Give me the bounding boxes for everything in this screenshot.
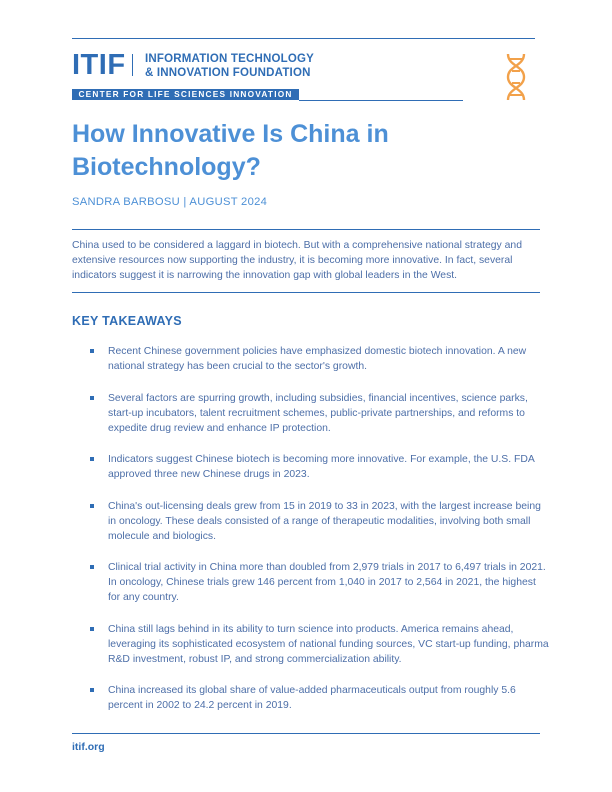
footer-url: itif.org	[72, 741, 105, 753]
square-bullet-icon	[90, 688, 94, 692]
takeaway-item	[90, 622, 550, 667]
organization-name-line-2: & INNOVATION FOUNDATION	[145, 67, 311, 79]
square-bullet-icon	[90, 349, 94, 353]
takeaway-item	[90, 452, 550, 482]
takeaway-text: Clinical trial activity in China more than doubled from 2,979 trials in 2017 to 6,497 trials in 2021. In oncology, Chinese trials grew 146 percent from 1,040 in 2017 to 2,564 in 2021, the highest for any country.	[108, 562, 546, 603]
square-bullet-icon	[90, 627, 94, 631]
organization-name	[145, 52, 314, 80]
logo-divider	[132, 54, 133, 76]
dna-helix-icon	[500, 52, 532, 102]
square-bullet-icon	[90, 504, 94, 508]
author-date-byline: SANDRA BARBOSU | AUGUST 2024	[72, 196, 268, 208]
center-name: CENTER FOR LIFE SCIENCES INNOVATION	[78, 89, 293, 99]
takeaway-text: China increased its global share of value-added pharmaceuticals output from roughly 5.6 percent in 2002 to 24.2 percent in 2019.	[108, 685, 516, 711]
takeaway-text: China still lags behind in its ability to turn science into products. America remains ahead, leveraging its sophisticated ecosystem of national funding sources, VC start-up funding, pharma R&D investment, robust IP, and strong commercialization ability.	[108, 623, 549, 665]
takeaway-text: Recent Chinese government policies have emphasized domestic biotech innovation. A new national strategy has been crucial to the sector's growth.	[108, 346, 527, 372]
intro-top-rule	[72, 229, 540, 230]
report-title: How Innovative Is China in Biotechnology?	[72, 120, 389, 181]
takeaway-text: China's out-licensing deals grew from 15 in 2019 to 33 in 2023, with the largest increase being in oncology. These deals consisted of a range of therapeutic modalities, involving both small molecule and biologics.	[108, 500, 541, 542]
center-banner-rule	[299, 100, 463, 101]
takeaway-item	[90, 344, 550, 374]
key-takeaways-list	[90, 344, 550, 730]
takeaway-text: Indicators suggest Chinese biotech is becoming more innovative. For example, the U.S. FDA approved three new Chinese drugs in 2023.	[108, 454, 535, 480]
square-bullet-icon	[90, 457, 94, 461]
key-takeaways-heading: KEY TAKEAWAYS	[72, 314, 182, 328]
itif-logo-mark: ITIF	[72, 49, 126, 81]
takeaway-item	[90, 499, 550, 544]
takeaway-item	[90, 560, 550, 605]
takeaway-text: Several factors are spurring growth, including subsidies, financial incentives, science parks, start-up incubators, talent recruitment schemes, public-private partnerships, and reforms to expedite drug review and enhance IP protection.	[108, 392, 528, 434]
intro-bottom-rule	[72, 292, 540, 293]
organization-name-line-1: INFORMATION TECHNOLOGY	[145, 53, 315, 65]
header-top-rule	[72, 38, 535, 39]
square-bullet-icon	[90, 565, 94, 569]
square-bullet-icon	[90, 396, 94, 400]
footer-rule	[72, 733, 540, 734]
intro-summary: China used to be considered a laggard in biotech. But with a comprehensive national strategy and extensive resources now supporting the industry, it is becoming more innovative. In fact, several indicators suggest it is narrowing the innovation gap with global leaders in the West.	[72, 240, 522, 281]
takeaway-item	[90, 683, 550, 713]
takeaway-item	[90, 391, 550, 436]
